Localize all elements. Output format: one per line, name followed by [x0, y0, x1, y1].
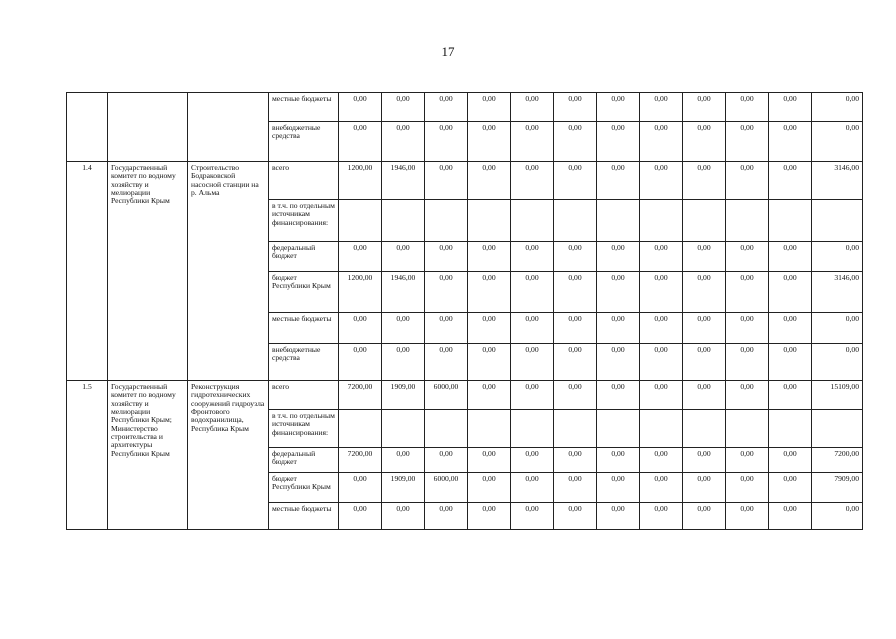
amount-cell: 0,00 — [554, 162, 597, 200]
amount-cell: 0,00 — [726, 272, 769, 313]
amount-cell: 0,00 — [812, 122, 863, 162]
amount-cell: 0,00 — [726, 93, 769, 122]
amount-cell: 3146,00 — [812, 162, 863, 200]
amount-cell: 0,00 — [726, 503, 769, 530]
amount-cell: 0,00 — [769, 503, 812, 530]
funding-source-cell: местные бюджеты — [269, 93, 339, 122]
amount-cell: 0,00 — [554, 272, 597, 313]
amount-cell: 0,00 — [425, 122, 468, 162]
funding-source-cell: в т.ч. по отдельным источникам финансирования: — [269, 200, 339, 242]
amount-cell: 0,00 — [554, 122, 597, 162]
amount-cell: 0,00 — [597, 93, 640, 122]
table-row — [67, 93, 863, 122]
amount-cell: 0,00 — [769, 93, 812, 122]
amount-cell — [812, 410, 863, 448]
amount-cell: 0,00 — [468, 93, 511, 122]
amount-cell: 0,00 — [339, 503, 382, 530]
amount-cell: 0,00 — [425, 448, 468, 473]
amount-cell — [339, 200, 382, 242]
amount-cell — [812, 200, 863, 242]
amount-cell: 0,00 — [554, 242, 597, 272]
amount-cell — [511, 200, 554, 242]
amount-cell: 0,00 — [425, 503, 468, 530]
amount-cell: 0,00 — [812, 242, 863, 272]
amount-cell: 3146,00 — [812, 272, 863, 313]
amount-cell: 0,00 — [597, 503, 640, 530]
executor-cell — [108, 93, 188, 162]
amount-cell: 0,00 — [468, 503, 511, 530]
amount-cell: 0,00 — [468, 473, 511, 503]
amount-cell — [726, 200, 769, 242]
amount-cell: 7200,00 — [339, 381, 382, 410]
funding-source-cell: внебюджетные средства — [269, 122, 339, 162]
amount-cell: 0,00 — [554, 313, 597, 344]
amount-cell: 0,00 — [554, 93, 597, 122]
amount-cell: 0,00 — [511, 313, 554, 344]
amount-cell: 0,00 — [640, 381, 683, 410]
item-number: 1.4 — [67, 162, 108, 381]
amount-cell: 0,00 — [511, 473, 554, 503]
amount-cell: 0,00 — [640, 162, 683, 200]
amount-cell: 0,00 — [769, 344, 812, 381]
amount-cell — [382, 200, 425, 242]
amount-cell: 0,00 — [425, 344, 468, 381]
amount-cell: 0,00 — [511, 503, 554, 530]
amount-cell: 15109,00 — [812, 381, 863, 410]
funding-source-cell: местные бюджеты — [269, 503, 339, 530]
amount-cell: 1200,00 — [339, 272, 382, 313]
amount-cell: 0,00 — [511, 381, 554, 410]
amount-cell: 0,00 — [597, 313, 640, 344]
amount-cell: 0,00 — [468, 242, 511, 272]
amount-cell: 0,00 — [382, 242, 425, 272]
amount-cell — [683, 200, 726, 242]
amount-cell: 7200,00 — [339, 448, 382, 473]
amount-cell: 0,00 — [726, 122, 769, 162]
amount-cell: 0,00 — [597, 344, 640, 381]
funding-source-cell: местные бюджеты — [269, 313, 339, 344]
amount-cell: 1909,00 — [382, 473, 425, 503]
amount-cell: 0,00 — [382, 93, 425, 122]
amount-cell — [640, 410, 683, 448]
amount-cell: 0,00 — [554, 503, 597, 530]
amount-cell: 0,00 — [769, 473, 812, 503]
amount-cell — [640, 200, 683, 242]
item-number: 1.5 — [67, 381, 108, 530]
financing-table — [66, 92, 863, 530]
amount-cell: 0,00 — [769, 381, 812, 410]
amount-cell: 0,00 — [597, 473, 640, 503]
amount-cell: 0,00 — [640, 344, 683, 381]
measure-cell: Реконструкция гидротехнических сооружений гидроузла Фронтового водохранилища, Республика Крым — [188, 381, 269, 530]
amount-cell: 0,00 — [769, 162, 812, 200]
amount-cell: 0,00 — [382, 503, 425, 530]
amount-cell: 0,00 — [468, 313, 511, 344]
amount-cell: 0,00 — [726, 344, 769, 381]
amount-cell: 0,00 — [511, 122, 554, 162]
amount-cell: 0,00 — [597, 448, 640, 473]
amount-cell: 0,00 — [683, 503, 726, 530]
amount-cell: 0,00 — [640, 122, 683, 162]
amount-cell: 1946,00 — [382, 272, 425, 313]
amount-cell: 0,00 — [640, 272, 683, 313]
amount-cell: 0,00 — [468, 448, 511, 473]
amount-cell: 0,00 — [812, 344, 863, 381]
amount-cell: 0,00 — [468, 122, 511, 162]
amount-cell: 0,00 — [726, 448, 769, 473]
amount-cell: 0,00 — [339, 313, 382, 344]
amount-cell — [468, 200, 511, 242]
amount-cell: 0,00 — [425, 313, 468, 344]
amount-cell: 0,00 — [597, 272, 640, 313]
amount-cell: 0,00 — [425, 272, 468, 313]
amount-cell — [597, 200, 640, 242]
amount-cell: 0,00 — [640, 313, 683, 344]
funding-source-cell: бюджет Республики Крым — [269, 272, 339, 313]
funding-source-cell: внебюджетные средства — [269, 344, 339, 381]
executor-cell: Государственный комитет по водному хозяйству и мелиорации Республики Крым; Министерство строительства и архитектуры Республики Крым — [108, 381, 188, 530]
amount-cell: 0,00 — [511, 272, 554, 313]
amount-cell: 0,00 — [683, 448, 726, 473]
amount-cell: 0,00 — [511, 162, 554, 200]
amount-cell: 0,00 — [683, 122, 726, 162]
amount-cell: 0,00 — [726, 162, 769, 200]
amount-cell: 0,00 — [640, 93, 683, 122]
amount-cell — [683, 410, 726, 448]
amount-cell: 0,00 — [683, 313, 726, 344]
amount-cell: 0,00 — [683, 272, 726, 313]
amount-cell — [726, 410, 769, 448]
amount-cell: 0,00 — [726, 473, 769, 503]
amount-cell: 0,00 — [726, 313, 769, 344]
amount-cell: 0,00 — [597, 162, 640, 200]
amount-cell: 6000,00 — [425, 381, 468, 410]
amount-cell: 0,00 — [468, 272, 511, 313]
amount-cell: 0,00 — [339, 473, 382, 503]
amount-cell: 0,00 — [425, 242, 468, 272]
funding-source-cell: всего — [269, 162, 339, 200]
measure-cell — [188, 93, 269, 162]
measure-cell: Строительство Бодраковской насосной станции на р. Альма — [188, 162, 269, 381]
amount-cell: 0,00 — [382, 122, 425, 162]
amount-cell: 0,00 — [683, 473, 726, 503]
amount-cell: 0,00 — [554, 344, 597, 381]
amount-cell: 0,00 — [683, 344, 726, 381]
amount-cell: 0,00 — [597, 381, 640, 410]
page-number: 17 — [441, 44, 455, 59]
amount-cell: 0,00 — [554, 473, 597, 503]
amount-cell: 0,00 — [812, 313, 863, 344]
amount-cell: 0,00 — [339, 122, 382, 162]
amount-cell: 0,00 — [640, 503, 683, 530]
amount-cell — [339, 410, 382, 448]
amount-cell: 0,00 — [683, 242, 726, 272]
amount-cell — [769, 410, 812, 448]
amount-cell: 0,00 — [597, 242, 640, 272]
amount-cell: 0,00 — [726, 381, 769, 410]
amount-cell: 0,00 — [769, 272, 812, 313]
amount-cell: 0,00 — [812, 503, 863, 530]
amount-cell: 0,00 — [769, 242, 812, 272]
amount-cell: 0,00 — [554, 448, 597, 473]
amount-cell: 0,00 — [468, 162, 511, 200]
funding-source-cell: федеральный бюджет — [269, 242, 339, 272]
amount-cell: 1909,00 — [382, 381, 425, 410]
amount-cell: 0,00 — [683, 93, 726, 122]
amount-cell: 7909,00 — [812, 473, 863, 503]
amount-cell: 0,00 — [683, 162, 726, 200]
executor-cell: Государственный комитет по водному хозяйству и мелиорации Республики Крым — [108, 162, 188, 381]
amount-cell: 0,00 — [769, 313, 812, 344]
amount-cell: 0,00 — [640, 473, 683, 503]
amount-cell: 1200,00 — [339, 162, 382, 200]
amount-cell: 0,00 — [769, 448, 812, 473]
funding-source-cell: всего — [269, 381, 339, 410]
amount-cell — [382, 410, 425, 448]
amount-cell: 0,00 — [812, 93, 863, 122]
amount-cell: 0,00 — [683, 381, 726, 410]
amount-cell: 0,00 — [640, 448, 683, 473]
amount-cell: 0,00 — [511, 242, 554, 272]
amount-cell: 0,00 — [425, 162, 468, 200]
amount-cell — [769, 200, 812, 242]
amount-cell: 0,00 — [339, 242, 382, 272]
amount-cell: 0,00 — [339, 93, 382, 122]
amount-cell: 6000,00 — [425, 473, 468, 503]
amount-cell: 0,00 — [425, 93, 468, 122]
amount-cell: 7200,00 — [812, 448, 863, 473]
amount-cell: 0,00 — [382, 313, 425, 344]
amount-cell — [597, 410, 640, 448]
amount-cell: 0,00 — [597, 122, 640, 162]
amount-cell: 0,00 — [511, 344, 554, 381]
amount-cell: 0,00 — [382, 344, 425, 381]
table-row — [67, 162, 863, 200]
amount-cell: 0,00 — [640, 242, 683, 272]
amount-cell — [511, 410, 554, 448]
table-row — [67, 381, 863, 410]
amount-cell — [554, 410, 597, 448]
amount-cell: 0,00 — [554, 381, 597, 410]
funding-source-cell: в т.ч. по отдельным источникам финансирования: — [269, 410, 339, 448]
amount-cell — [425, 410, 468, 448]
amount-cell: 0,00 — [769, 122, 812, 162]
funding-source-cell: бюджет Республики Крым — [269, 473, 339, 503]
amount-cell: 0,00 — [511, 93, 554, 122]
item-number — [67, 93, 108, 162]
amount-cell: 0,00 — [726, 242, 769, 272]
amount-cell — [468, 410, 511, 448]
amount-cell: 0,00 — [468, 344, 511, 381]
amount-cell: 1946,00 — [382, 162, 425, 200]
amount-cell: 0,00 — [382, 448, 425, 473]
funding-source-cell: федеральный бюджет — [269, 448, 339, 473]
amount-cell: 0,00 — [468, 381, 511, 410]
amount-cell: 0,00 — [511, 448, 554, 473]
amount-cell — [554, 200, 597, 242]
amount-cell: 0,00 — [339, 344, 382, 381]
amount-cell — [425, 200, 468, 242]
